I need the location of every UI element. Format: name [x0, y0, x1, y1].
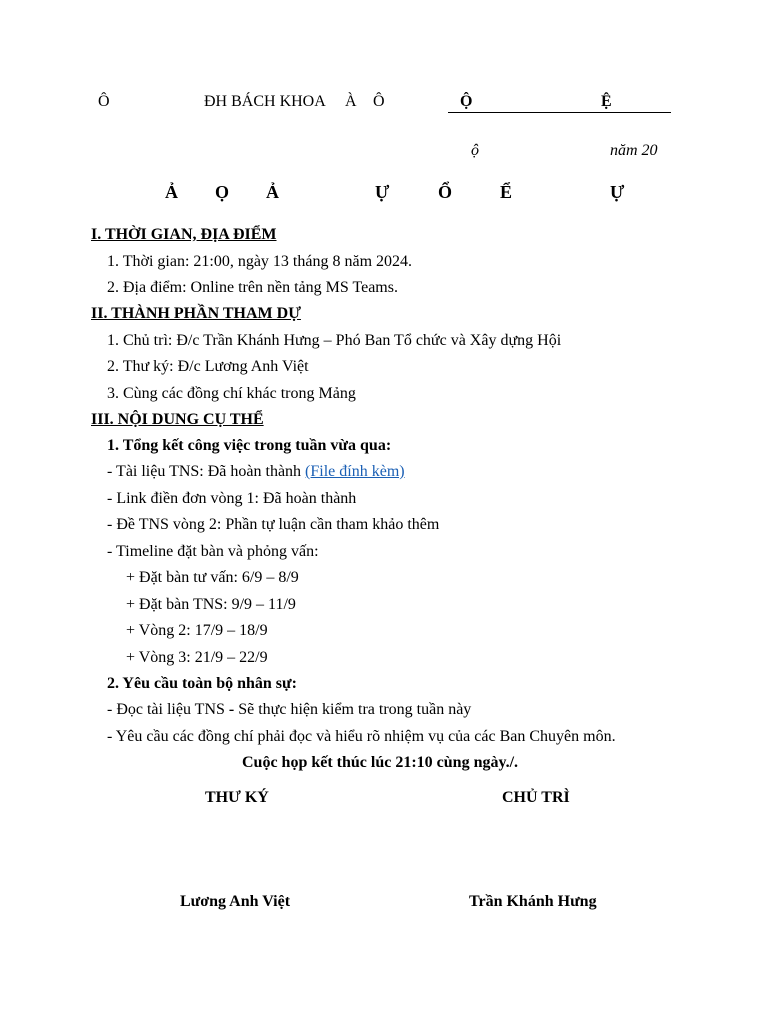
- timeline-item-2: + Đặt bàn TNS: 9/9 – 11/9: [126, 596, 296, 613]
- section-3-sub-1-heading: 1. Tổng kết công việc trong tuần vừa qua:: [107, 437, 392, 454]
- requirement-line-1: [107, 701, 471, 719]
- title-glyph-1: Ả: [165, 182, 178, 202]
- secretary-role: THƯ KÝ: [205, 789, 269, 806]
- header-org-glyph-a: À: [345, 93, 357, 110]
- title-glyph-5: Ổ: [438, 182, 453, 202]
- section-3-line-1: - Link điền đơn vòng 1: Đã hoàn thành: [107, 490, 357, 507]
- header-left-glyph: Ô: [98, 93, 110, 110]
- section-1-item-2: 2. Địa điểm: Online trên nền tảng MS Teams.: [107, 279, 398, 296]
- attached-file-link[interactable]: (File đính kèm): [305, 463, 405, 480]
- timeline-item-1: + Đặt bàn tư vấn: 6/9 – 8/9: [126, 569, 299, 586]
- header-right-glyph-b: Ệ: [601, 93, 612, 110]
- timeline-item-3: + Vòng 2: 17/9 – 18/9: [126, 622, 268, 639]
- section-2-item-1: 1. Chủ trì: Đ/c Trần Khánh Hưng – Phó Ban Tổ chức và Xây dựng Hội: [107, 332, 562, 349]
- header-org-glyph-b: Ô: [373, 93, 385, 110]
- requirement-read-docs: - Đọc tài liệu TNS: [107, 701, 225, 718]
- tns-document-text: - Tài liệu TNS: Đã hoàn thành: [107, 463, 306, 480]
- title-glyph-3: Ả: [266, 182, 279, 202]
- header-right-glyph-a: Ộ: [460, 93, 473, 110]
- section-2-item-2: 2. Thư ký: Đ/c Lương Anh Việt: [107, 358, 309, 375]
- section-2-item-3: 3. Cùng các đồng chí khác trong Mảng: [107, 385, 356, 402]
- requirement-separator: -: [224, 701, 239, 718]
- header-org-name: ĐH BÁCH KHOA: [204, 93, 326, 110]
- chair-role: CHỦ TRÌ: [502, 789, 570, 806]
- tns-document-line: [107, 463, 405, 481]
- section-2-heading: II. THÀNH PHẦN THAM DỰ: [91, 305, 301, 322]
- section-1-heading: I. THỜI GIAN, ĐỊA ĐIỂM: [91, 226, 277, 243]
- header-underline: [448, 112, 671, 113]
- requirement-line-2: - Yêu cầu các đồng chí phải đọc và hiểu rõ nhiệm vụ của các Ban Chuyên môn.: [107, 728, 616, 745]
- section-3-sub-2-heading: 2. Yêu cầu toàn bộ nhân sự:: [107, 675, 297, 692]
- date-text: năm 20: [610, 142, 658, 159]
- title-glyph-6: Ể: [500, 182, 513, 202]
- title-glyph-7: Ự: [610, 182, 625, 202]
- chair-name: Trần Khánh Hưng: [469, 893, 597, 910]
- title-glyph-2: Ọ: [215, 182, 230, 202]
- timeline-item-4: + Vòng 3: 21/9 – 22/9: [126, 649, 268, 666]
- section-3-line-3: - Timeline đặt bàn và phỏng vấn:: [107, 543, 319, 560]
- date-glyph: ộ: [471, 142, 479, 159]
- requirement-check-note: Sẽ thực hiện kiểm tra trong tuần này: [238, 701, 472, 718]
- title-glyph-4: Ự: [375, 182, 390, 202]
- section-3-line-2: - Đề TNS vòng 2: Phần tự luận cần tham khảo thêm: [107, 516, 440, 533]
- secretary-name: Lương Anh Việt: [180, 893, 291, 910]
- section-3-heading: III. NỘI DUNG CỤ THỂ: [91, 411, 264, 428]
- meeting-closing-statement: Cuộc họp kết thúc lúc 21:10 cùng ngày./.: [242, 754, 519, 771]
- section-1-item-1: 1. Thời gian: 21:00, ngày 13 tháng 8 năm 2024.: [107, 253, 413, 270]
